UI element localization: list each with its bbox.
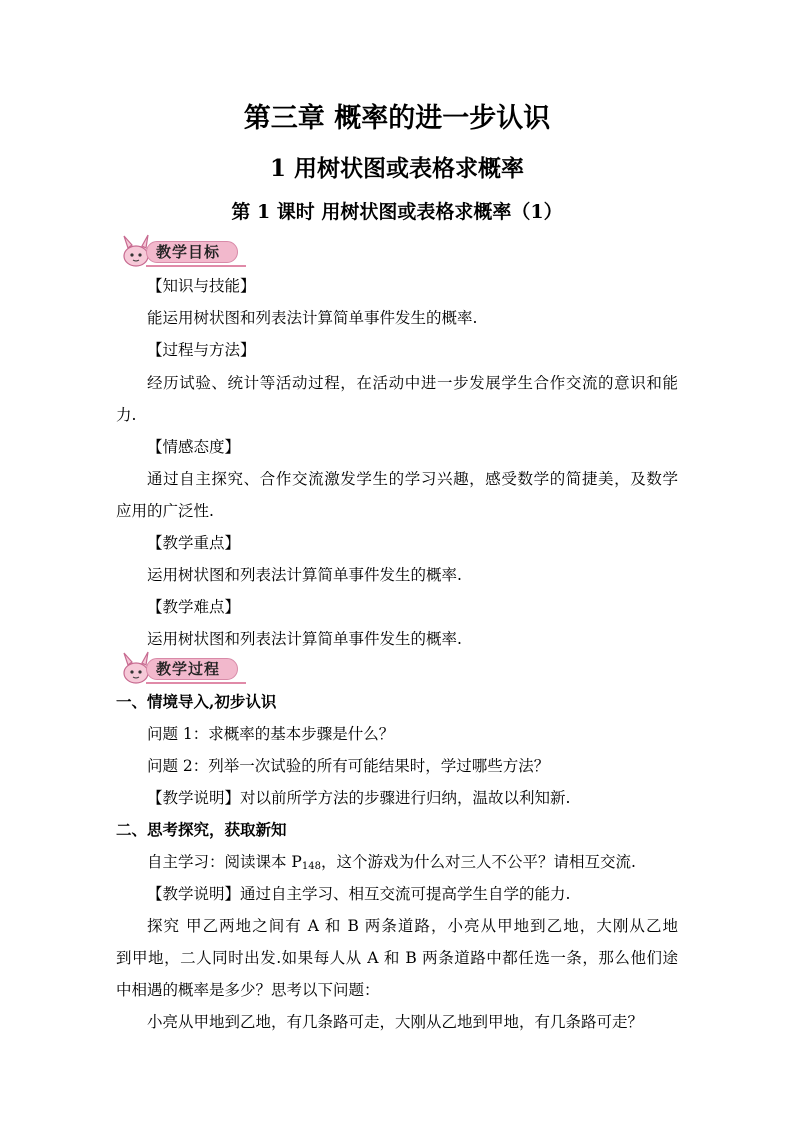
- explore-text-1: 探究 甲乙两地之间有 A 和 B 两条道路，小亮从甲地到乙地，大刚从乙地: [147, 917, 678, 935]
- key-point-text: 运用树状图和列表法计算简单事件发生的概率.: [147, 566, 462, 584]
- objectives-badge: [116, 234, 246, 268]
- knowledge-heading: 【知识与技能】: [147, 277, 256, 295]
- process-badge: [116, 651, 246, 685]
- knowledge-text: 能运用树状图和列表法计算简单事件发生的概率.: [147, 309, 478, 327]
- process-method-text-2: 力.: [116, 406, 137, 424]
- question-1: 问题 1：求概率的基本步骤是什么？: [147, 725, 395, 743]
- emotion-heading: 【情感态度】: [147, 438, 241, 456]
- explore-text-3: 中相遇的概率是多少？思考以下问题：: [116, 981, 380, 999]
- teaching-note-2: 【教学说明】通过自主学习、相互交流可提高学生自学的能力.: [147, 885, 571, 903]
- part1-heading: 一、情境导入,初步认识: [116, 692, 277, 711]
- objectives-badge-label: 教学目标: [156, 243, 221, 261]
- chapter-title: 第三章 概率的进一步认识: [243, 103, 551, 134]
- key-point-heading: 【教学重点】: [147, 534, 241, 552]
- process-method-text-1: 经历试验、统计等活动过程，在活动中进一步发展学生合作交流的意识和能: [147, 374, 678, 392]
- emotion-text-1: 通过自主探究、合作交流激发学生的学习兴趣，感受数学的简捷美，及数学: [147, 470, 678, 488]
- process-method-heading: 【过程与方法】: [147, 341, 256, 359]
- explore-text-4: 小亮从甲地到乙地，有几条路可走，大刚从乙地到甲地，有几条路可走？: [147, 1013, 644, 1031]
- difficulty-heading: 【教学难点】: [147, 598, 241, 616]
- teaching-note-1: 【教学说明】对以前所学方法的步骤进行归纳，温故以利知新.: [147, 789, 571, 807]
- section-title: 1 用树状图或表格求概率: [269, 155, 524, 182]
- difficulty-text: 运用树状图和列表法计算简单事件发生的概率.: [147, 630, 462, 648]
- question-2: 问题 2：列举一次试验的所有可能结果时，学过哪些方法？: [147, 757, 550, 775]
- self-study-text: 自主学习：阅读课本 $P_{148}$，这个游戏为什么对三人不公平？请相互交流.: [147, 853, 636, 872]
- explore-text-2: 到甲地，二人同时出发.如果每人从 A 和 B 两条道路中都任选一条，那么他们途: [116, 949, 678, 967]
- emotion-text-2: 应用的广泛性.: [116, 502, 214, 520]
- lesson-title: 第 1 课时 用树状图或表格求概率（1）: [231, 201, 563, 223]
- process-badge-label: 教学过程: [156, 660, 221, 678]
- part2-heading: 二、思考探究，获取新知: [116, 820, 287, 839]
